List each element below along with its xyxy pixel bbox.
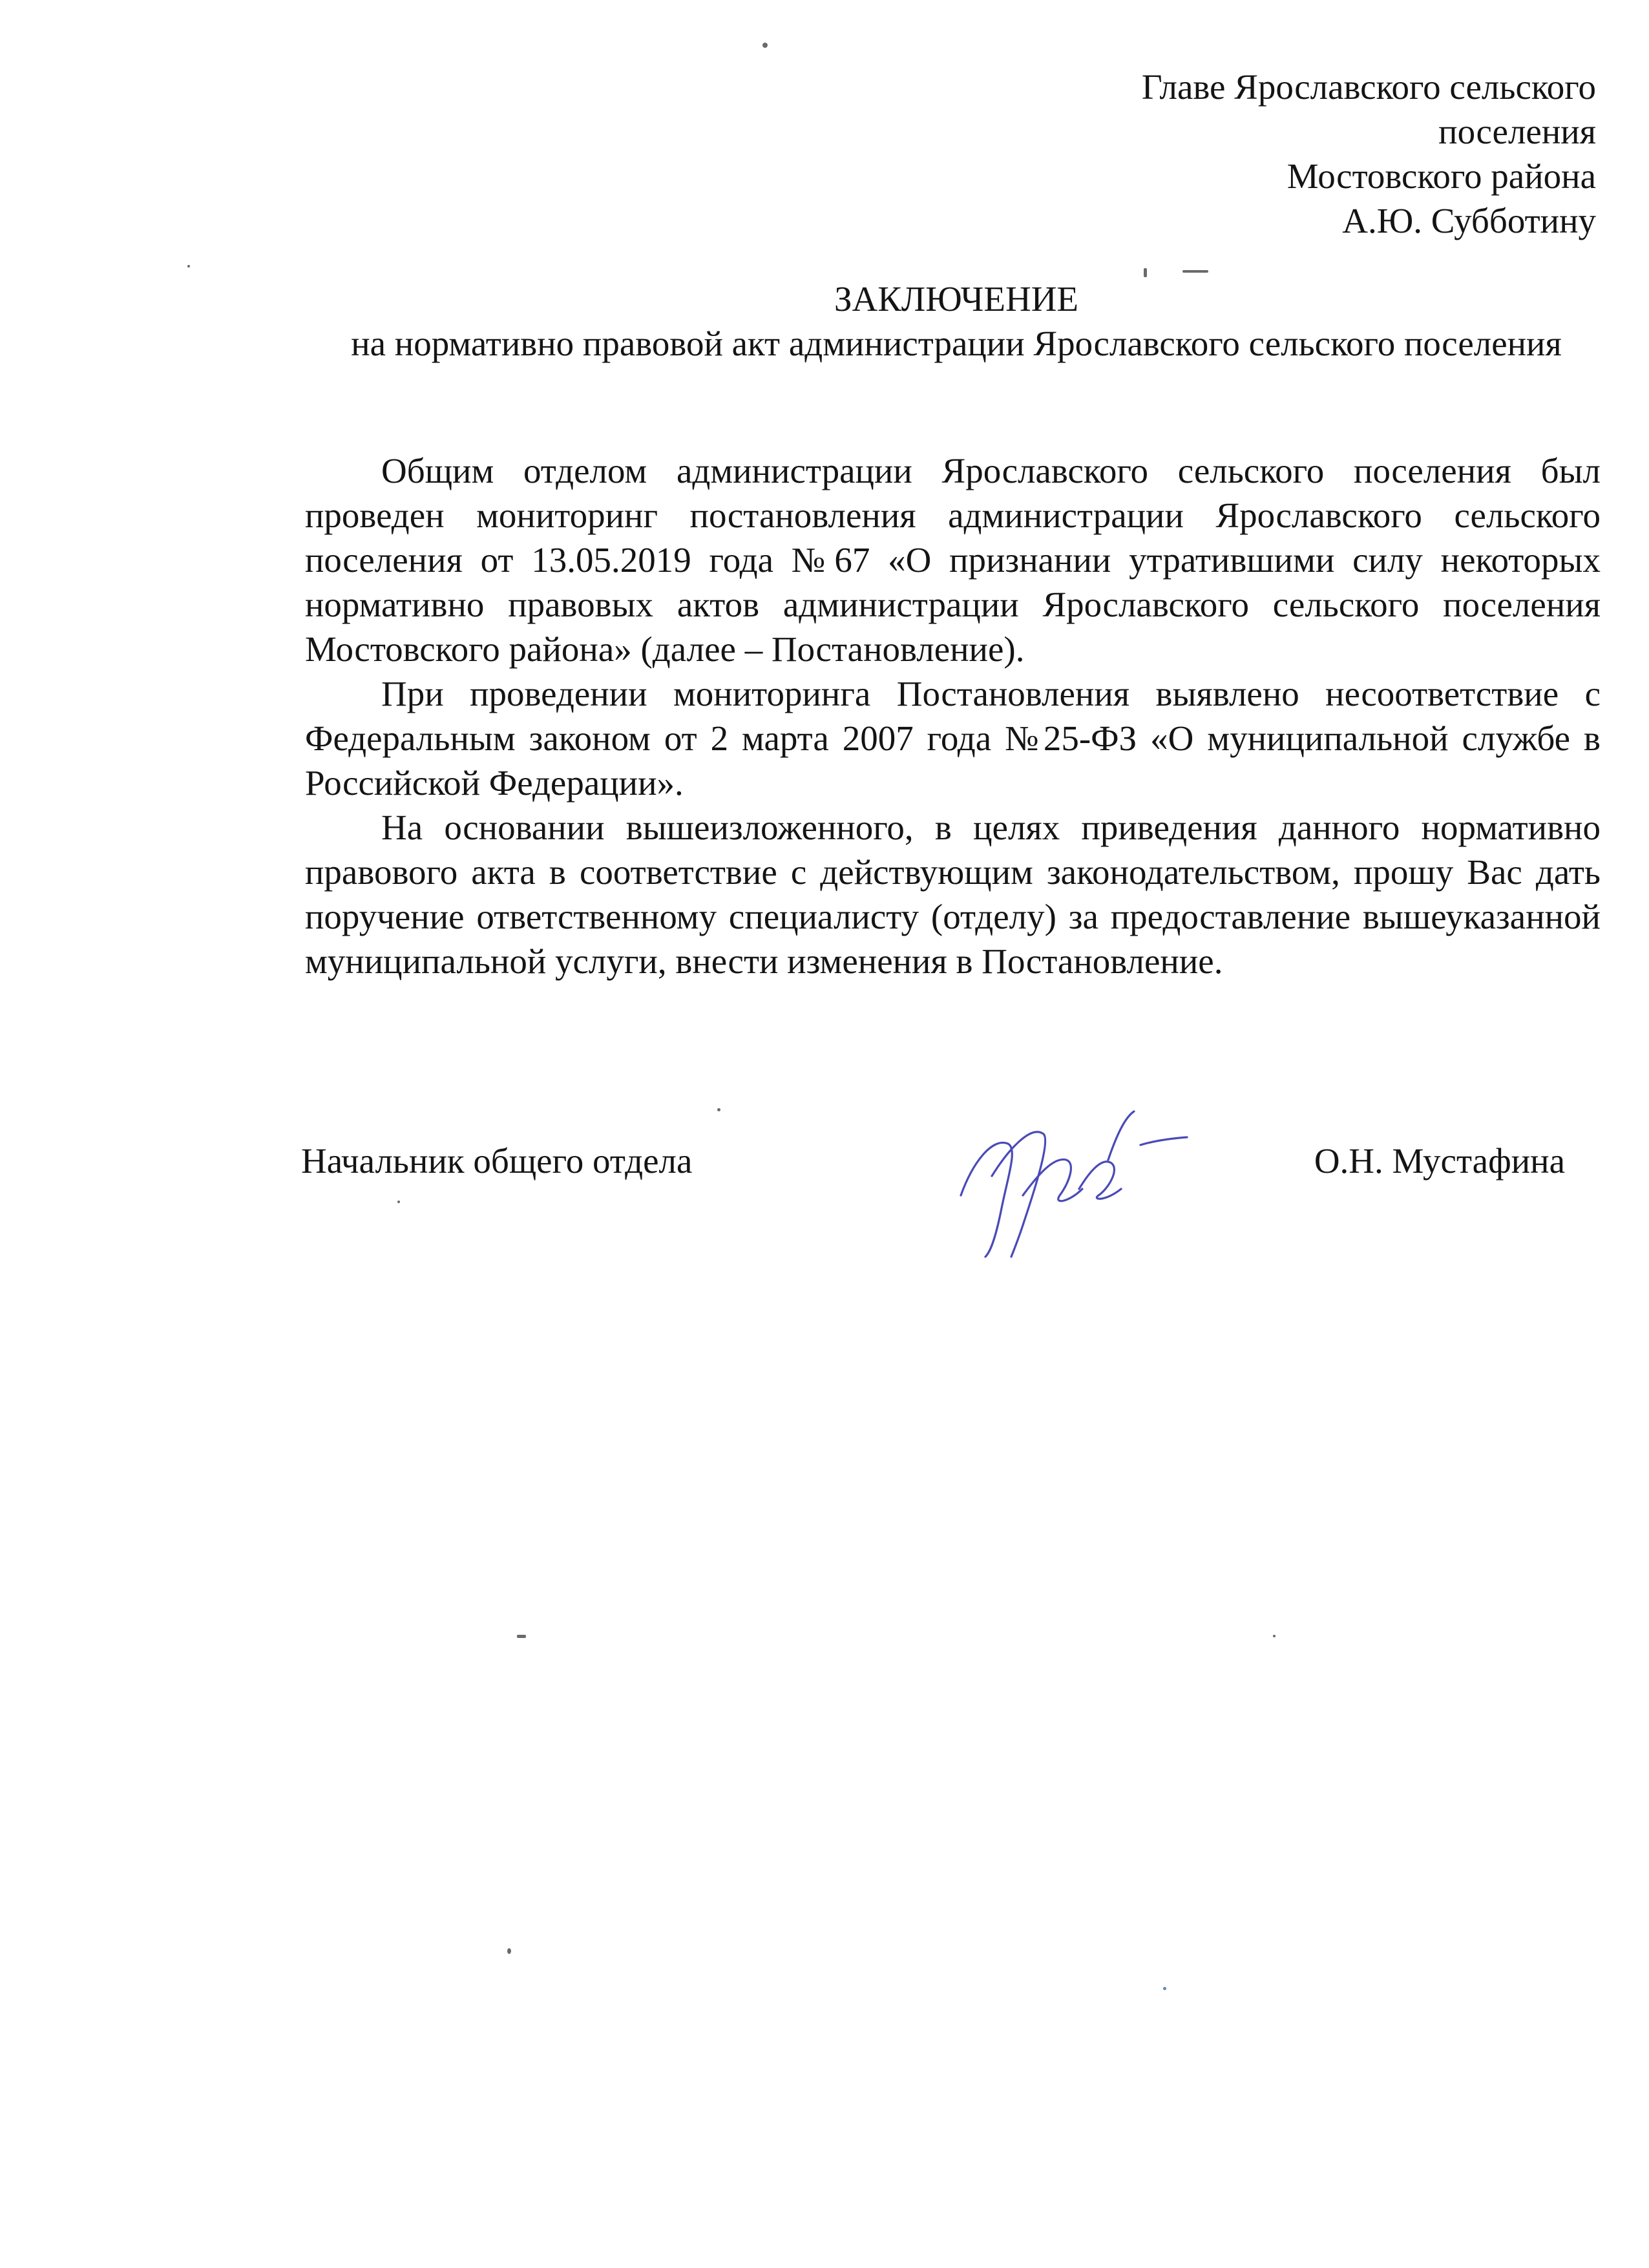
document-subtitle: на нормативно правовой акт администрации Ярославского сельского поселения (351, 324, 1562, 363)
addressee-line-4: А.Ю. Субботину (1342, 201, 1596, 240)
scan-speck (1163, 1987, 1166, 1990)
handwritten-signature (947, 1098, 1192, 1266)
body-paragraph-3: На основании вышеизложенного, в целях приведения данного нормативно правового акта в соответствие с действующим законодательством, прошу Вас дать поручение ответственному специалисту (отделу) за предоставление вышеуказанной муниципальной услуги, внести изменения в Постановление. (305, 808, 1601, 981)
scan-speck (1182, 270, 1208, 273)
scan-speck (507, 1948, 511, 1954)
scan-speck (397, 1201, 400, 1203)
document-title: ЗАКЛЮЧЕНИЕ (834, 279, 1079, 319)
document-body (305, 448, 1601, 983)
scan-speck (1273, 1635, 1276, 1637)
scan-speck (517, 1635, 526, 1638)
scan-speck (762, 43, 768, 48)
signer-name: О.Н. Мустафина (1314, 1141, 1565, 1181)
addressee-line-3: Мостовского района (1287, 156, 1596, 196)
scan-speck (1144, 268, 1147, 277)
scan-speck (717, 1108, 720, 1111)
scan-speck (187, 265, 190, 268)
body-paragraph-2: При проведении мониторинга Постановления выявлено несоответствие с Федеральным законом от 2 марта 2007 года №25-ФЗ «О муниципальной службе в Российской Федерации». (305, 674, 1601, 803)
addressee-line-1: Главе Ярославского сельского (1141, 67, 1596, 107)
body-paragraph-1: Общим отделом администрации Ярославского сельского поселения был проведен мониторинг постановления администрации Ярославского сельского поселения от 13.05.2019 года №67 «О признании утратившими силу некоторых нормативно правовых актов администрации Ярославского сельского поселения Мостовского района» (далее – Постановление). (305, 451, 1601, 669)
addressee-block (950, 65, 1596, 243)
signer-position: Начальник общего отдела (301, 1141, 693, 1181)
addressee-line-2: поселения (1438, 112, 1596, 151)
